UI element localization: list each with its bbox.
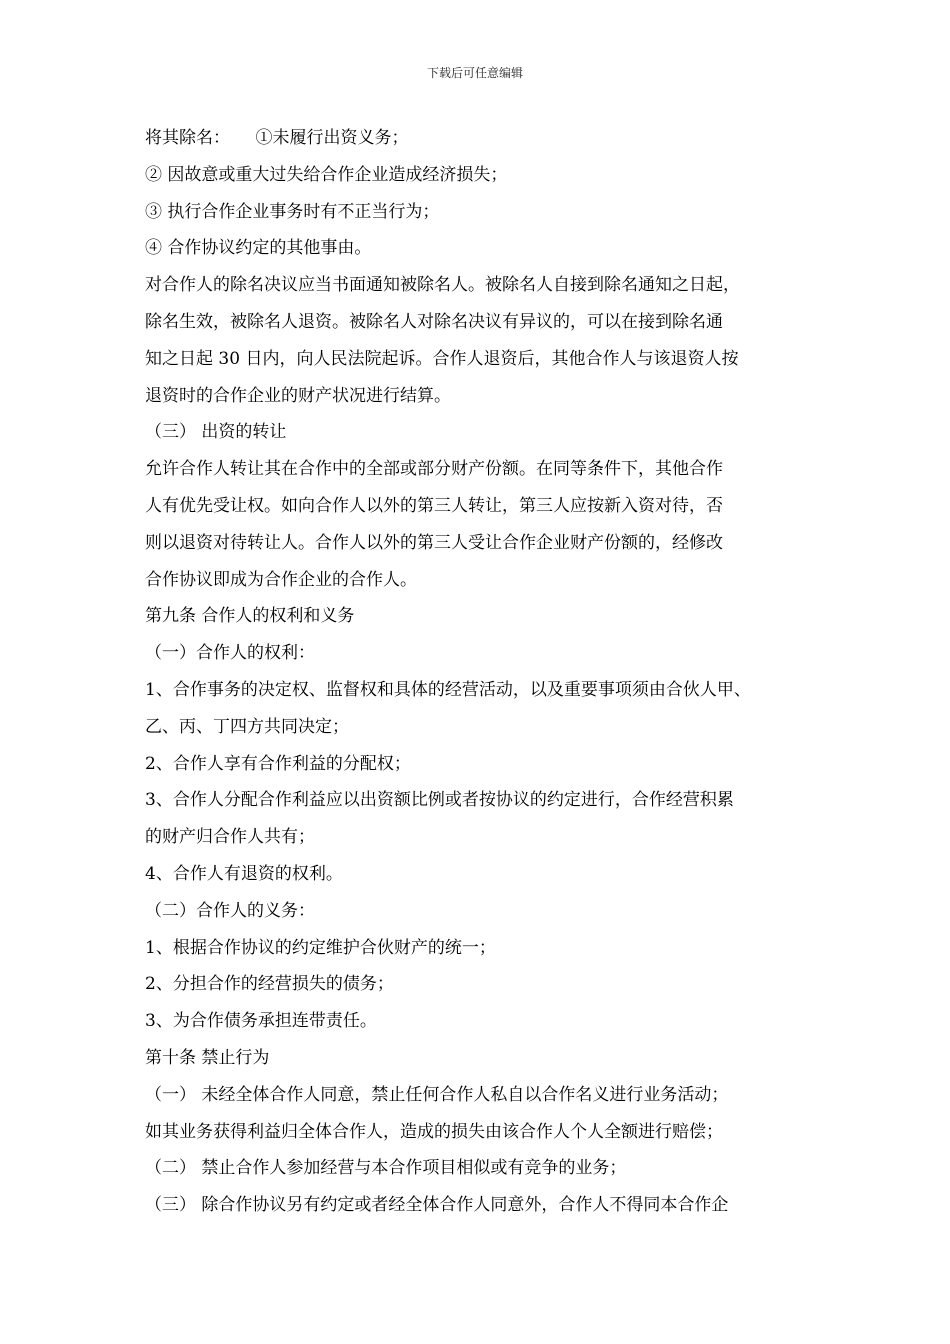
text-line: 除名生效，被除名人退资。被除名人对除名决议有异议的，可以在接到除名通: [145, 311, 723, 332]
text-line: （一） 未经全体合作人同意，禁止任何合作人私自以合作名义进行业务活动；: [145, 1084, 729, 1105]
section-heading: （一）合作人的权利：: [145, 643, 315, 664]
text-line: ② 因故意或重大过失给合作企业造成经济损失；: [145, 164, 508, 185]
section-heading: （二）合作人的义务：: [145, 900, 315, 921]
text-line: 则以退资对待转让人。合作人以外的第三人受让合作企业财产份额的，经修改: [145, 532, 723, 553]
text-line: 3、合作人分配合作利益应以出资额比例或者按协议的约定进行，合作经营积累: [145, 790, 734, 811]
text-line: 如其业务获得利益归全体合作人，造成的损失由该合作人个人全额进行赔偿；: [145, 1121, 723, 1142]
text-line: （二） 禁止合作人参加经营与本合作项目相似或有竞争的业务；: [145, 1158, 627, 1179]
text-line: 合作协议即成为合作企业的合作人。: [145, 569, 417, 590]
text-line: 3、为合作债务承担连带责任。: [145, 1011, 377, 1032]
text-line: 的财产归合作人共有；: [145, 827, 315, 848]
text-line: 1、根据合作协议的约定维护合伙财产的统一；: [145, 937, 496, 958]
article-heading: 第九条 合作人的权利和义务: [145, 606, 355, 627]
text-line: 将其除名： ①未履行出资义务；: [145, 128, 409, 148]
text-line: 4、合作人有退资的权利。: [145, 863, 343, 884]
text-line: 对合作人的除名决议应当书面通知被除名人。被除名人自接到除名通知之日起，: [145, 275, 740, 296]
document-body: [145, 120, 825, 1224]
text-line: 退资时的合作企业的财产状况进行结算。: [145, 385, 451, 406]
text-line: 允许合作人转让其在合作中的全部或部分财产份额。在同等条件下，其他合作: [145, 459, 723, 480]
page-header: 下载后可任意编辑: [426, 66, 523, 80]
section-heading: （三） 出资的转让: [145, 422, 287, 443]
text-line: 人有优先受让权。如向合作人以外的第三人转让，第三人应按新入资对待，否: [145, 495, 723, 516]
article-heading: 第十条 禁止行为: [145, 1047, 270, 1068]
text-line: 知之日起 30 日内，向人民法院起诉。合作人退资后，其他合作人与该退资人按: [145, 348, 739, 369]
text-line: 1、合作事务的决定权、监督权和具体的经营活动，以及重要事项须由合伙人甲、: [145, 679, 751, 700]
text-line: ③ 执行合作企业事务时有不正当行为；: [145, 201, 440, 222]
text-line: 乙、丙、丁四方共同决定；: [145, 716, 349, 737]
text-line: 2、合作人享有合作利益的分配权；: [145, 753, 411, 774]
text-line: 2、分担合作的经营损失的债务；: [145, 974, 394, 995]
text-line: （三） 除合作协议另有约定或者经全体合作人同意外，合作人不得同本合作企: [145, 1195, 729, 1216]
text-line: ④ 合作协议约定的其他事由。: [145, 238, 372, 259]
